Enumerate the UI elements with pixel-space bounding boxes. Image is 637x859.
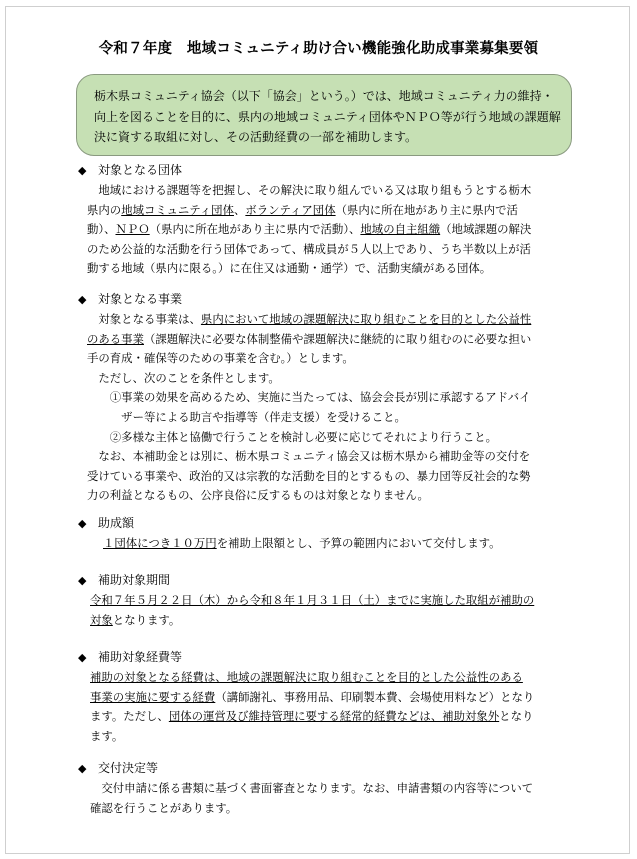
body-text: ②多様な主体と協働で行うことを検討し必要に応じてそれにより行うこと。 [87,429,498,444]
body-line [90,779,560,799]
underlined-text: 団体の運営及び維持管理に要する経常的経費などは、補助対象外 [168,709,500,724]
body-line [87,428,557,448]
body-line [90,727,560,747]
underlined-text: 地域コミュニティ団体 [121,202,234,217]
diamond-bullet-icon: ◆ [78,517,87,530]
body-text: 受けている事業や、政治的又は宗教的な活動を目的とするもの、暴力団等反社会的な勢 [87,468,531,483]
body-text: 手の育成・確保等のための事業を含む。）とします。 [87,351,354,366]
body-line [87,330,557,350]
body-line [87,181,557,201]
body-line [90,591,560,611]
underlined-text: 令和７年５月２２日（木）から令和８年１月３１日（土）までに実施した取組が補助の [90,593,535,607]
underlined-text: 対象 [90,612,113,627]
body-text: ザー等による助言や指導等（伴走支援）を受けること。 [87,409,406,424]
body-text: 確認を行うことがあります。 [90,800,238,815]
body-line [90,668,560,688]
body-line [87,486,557,506]
body-text: 地域における課題等を把握し、その解決に取り組んでいる又は取り組もうとする栃木 [87,183,532,197]
body-text: を補助上限額とし、予算の範囲内において交付します。 [216,536,501,550]
section-heading [78,648,182,665]
body-text: ます。ただし、 [90,709,169,724]
diamond-bullet-icon: ◆ [78,651,87,664]
body-line [87,388,557,408]
body-text: のため公益的な活動を行う団体であって、構成員が５人以上であり、うち半数以上が活 [87,241,531,256]
section-heading [78,290,182,307]
underlined-text: 地域の自主組織 [360,222,441,237]
section-heading-text: 補助対象期間 [98,573,171,587]
body-text: となります。 [112,612,181,627]
body-text: 動）、 [87,222,116,237]
body-text: （地域課題の解決 [440,222,532,237]
body-line [103,534,573,554]
intro-line: 栃木県コミュニティ協会（以下「協会」という。）では、地域コミュニティ力の維持・ [94,89,554,103]
section-body [103,534,573,554]
body-line [87,408,557,428]
body-line [90,707,560,727]
section-body [90,591,560,630]
section-heading [78,571,170,588]
intro-text [94,86,561,148]
body-text: なお、本補助金とは別に、栃木県コミュニティ協会又は栃木県から補助金等の交付を [87,449,531,464]
body-text: ます。 [90,728,124,743]
body-text: （講師謝礼、事務用品、印刷製本費、会場使用料など）となり [215,689,535,704]
body-line [90,611,560,631]
body-line [90,799,560,819]
body-line [87,201,557,221]
section-body [90,668,560,746]
section-heading-text: 対象となる事業 [98,292,183,306]
section-body [87,310,557,506]
body-text: ただし、次のことを条件とします。 [87,370,280,385]
body-text: 対象となる事業は、 [87,312,201,326]
section-body [87,181,557,279]
diamond-bullet-icon: ◆ [78,293,87,306]
body-text: 力の利益となるもの、公序良俗に反するものは対象となりません。 [87,488,429,503]
body-text: 交付申請に係る書類に基づく書面審査となります。なお、申請書類の内容等について [90,781,534,795]
body-text: ①事業の効果を高めるため、実施に当たっては、協会会長が別に承認するアドバイ [87,390,531,405]
intro-box [76,74,572,156]
underlined-text: ボランティア団体 [245,202,336,217]
underlined-text: ＮＰＯ [115,222,150,237]
underlined-text: のある事業 [87,331,144,346]
intro-line: 向上を図ることを目的に、県内の地域コミュニティ団体やＮＰＯ等が行う地域の課題解 [94,109,561,124]
body-line [87,447,557,467]
section-heading-text: 対象となる団体 [98,163,183,177]
body-text: （県内に所在地があり主に県内で活 [335,202,518,217]
body-line [87,467,557,487]
document-title: 令和７年度 地域コミュニティ助け合い機能強化助成事業募集要領 [98,41,539,57]
body-line [87,310,557,330]
underlined-text: 補助の対象となる経費は、地域の課題解決に取り組むことを目的とした公益性のある [90,670,523,684]
underlined-text: １団体につき１０万円 [103,536,217,550]
body-line [87,220,557,240]
body-text: 県内の [87,202,122,217]
body-line [87,369,557,389]
section-heading [78,759,158,776]
diamond-bullet-icon: ◆ [78,574,87,587]
body-text: （県内に所在地があり主に県内で活動）、 [149,222,361,237]
body-line [87,259,557,279]
section-heading-text: 助成額 [98,516,135,530]
body-text: 動する地域（県内に限る。）に在住又は通勤・通学）で、活動実績がある団体。 [87,261,492,276]
intro-line: 決に資する取組に対し、その活動経費の一部を補助します。 [94,130,418,144]
body-line [87,240,557,260]
body-line [87,349,557,369]
section-heading [78,514,134,531]
diamond-bullet-icon: ◆ [78,762,87,775]
section-heading-text: 補助対象経費等 [98,650,183,664]
diamond-bullet-icon: ◆ [78,164,87,177]
body-text: 、 [233,202,246,217]
body-text: （課題解決に必要な体制整備や課題解決に継続的に取り組むのに必要な担い [143,331,532,346]
body-text: となり [499,709,534,724]
underlined-text: 事業の実施に要する経費 [90,689,216,704]
underlined-text: 県内において地域の課題解決に取り組むことを目的とした公益性 [200,312,532,326]
section-heading-text: 交付決定等 [98,761,159,775]
body-line [90,688,560,708]
section-body [90,779,560,818]
section-heading [78,161,182,178]
